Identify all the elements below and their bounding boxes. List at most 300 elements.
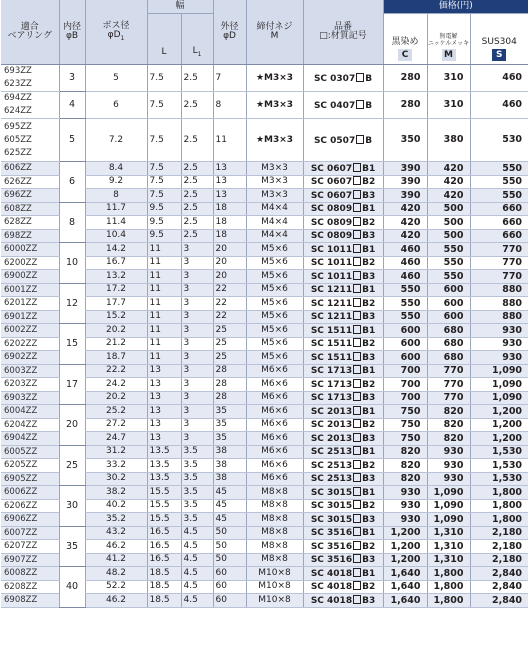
part-number-suffix: B1 bbox=[362, 366, 376, 377]
price-sus-cell: 1,800 bbox=[470, 499, 528, 513]
material-placeholder-box bbox=[353, 298, 361, 307]
price-nickel-cell: 680 bbox=[427, 337, 470, 351]
screw-cell: ★M3×3 bbox=[246, 119, 303, 162]
material-placeholder-box bbox=[353, 446, 361, 455]
part-number-cell bbox=[303, 391, 383, 405]
part-number-base: SC 3516 bbox=[310, 555, 353, 566]
price-nickel-cell: 820 bbox=[427, 418, 470, 432]
price-black-cell: 420 bbox=[383, 229, 427, 243]
material-placeholder-box bbox=[353, 338, 361, 347]
material-placeholder-box bbox=[353, 541, 361, 550]
screw-cell: ★M3×3 bbox=[246, 92, 303, 119]
part-number-base: SC 1713 bbox=[310, 393, 353, 404]
part-number-suffix: B bbox=[365, 73, 373, 84]
width-L-cell: 13.5 bbox=[147, 445, 181, 459]
part-number-suffix: B2 bbox=[362, 217, 376, 228]
price-sus-cell: 770 bbox=[470, 270, 528, 284]
col-header-part-number: 品番 □:材質記号 bbox=[303, 0, 383, 65]
width-L1-cell: 4.5 bbox=[181, 580, 213, 594]
part-number-cell bbox=[303, 189, 383, 203]
part-number-suffix: B2 bbox=[362, 420, 376, 431]
col-header-bearing: 適合 ベアリング bbox=[1, 0, 59, 65]
price-black-cell: 280 bbox=[383, 65, 427, 92]
part-number-cell bbox=[303, 119, 383, 162]
outer-diameter-cell: 8 bbox=[213, 92, 246, 119]
price-sus-cell: 2,180 bbox=[470, 540, 528, 554]
col-header-width: 幅 bbox=[147, 0, 213, 14]
width-L-cell: 18.5 bbox=[147, 567, 181, 581]
price-nickel-cell: 600 bbox=[427, 310, 470, 324]
outer-diameter-cell: 22 bbox=[213, 310, 246, 324]
width-L1-cell: 3 bbox=[181, 324, 213, 338]
part-number-base: SC 2013 bbox=[310, 420, 353, 431]
part-number-cell bbox=[303, 243, 383, 257]
material-code-M-badge: M bbox=[442, 49, 456, 61]
boss-diameter-cell: 10.4 bbox=[85, 229, 147, 243]
material-placeholder-box bbox=[353, 203, 361, 212]
outer-diameter-cell: 35 bbox=[213, 432, 246, 446]
price-nickel-cell: 770 bbox=[427, 378, 470, 392]
material-placeholder-box bbox=[353, 568, 361, 577]
material-placeholder-box bbox=[353, 433, 361, 442]
price-nickel-cell: 680 bbox=[427, 351, 470, 365]
material-placeholder-box bbox=[353, 190, 361, 199]
price-sus-cell: 1,200 bbox=[470, 405, 528, 419]
boss-diameter-cell: 21.2 bbox=[85, 337, 147, 351]
width-L-cell: 7.5 bbox=[147, 189, 181, 203]
boss-diameter-cell: 33.2 bbox=[85, 459, 147, 473]
part-number-suffix: B3 bbox=[362, 231, 376, 242]
width-L1-cell: 2.5 bbox=[181, 92, 213, 119]
screw-cell: M6×6 bbox=[246, 405, 303, 419]
width-L1-cell: 2.5 bbox=[181, 229, 213, 243]
table-row bbox=[1, 202, 528, 216]
material-placeholder-box bbox=[353, 527, 361, 536]
boss-diameter-cell: 35.2 bbox=[85, 513, 147, 527]
part-number-base: SC 2013 bbox=[310, 433, 353, 444]
width-L-cell: 18.5 bbox=[147, 580, 181, 594]
part-number-cell bbox=[303, 364, 383, 378]
width-L-cell: 11 bbox=[147, 324, 181, 338]
width-L-cell: 15.5 bbox=[147, 499, 181, 513]
screw-cell: M5×6 bbox=[246, 337, 303, 351]
table-row bbox=[1, 324, 528, 338]
width-L-cell: 13 bbox=[147, 391, 181, 405]
width-L1-cell: 4.5 bbox=[181, 567, 213, 581]
width-L-cell: 16.5 bbox=[147, 553, 181, 567]
boss-diameter-cell: 18.7 bbox=[85, 351, 147, 365]
bearing-cell: 695ZZ 605ZZ 625ZZ bbox=[1, 119, 59, 162]
bearing-cell: 6907ZZ bbox=[1, 553, 59, 567]
price-sus-cell: 550 bbox=[470, 162, 528, 176]
price-sus-cell: 550 bbox=[470, 189, 528, 203]
boss-diameter-cell: 8 bbox=[85, 189, 147, 203]
bearing-cell: 6005ZZ bbox=[1, 445, 59, 459]
price-sus-cell: 660 bbox=[470, 216, 528, 230]
spec-price-table bbox=[1, 0, 528, 608]
outer-diameter-cell: 35 bbox=[213, 418, 246, 432]
bearing-cell: 6902ZZ bbox=[1, 351, 59, 365]
material-placeholder-box bbox=[353, 244, 361, 253]
screw-cell: M5×6 bbox=[246, 256, 303, 270]
part-number-suffix: B3 bbox=[362, 190, 376, 201]
price-sus-cell: 930 bbox=[470, 324, 528, 338]
price-nickel-cell: 1,310 bbox=[427, 526, 470, 540]
price-sus-cell: 1,090 bbox=[470, 391, 528, 405]
part-number-cell bbox=[303, 432, 383, 446]
part-number-base: SC 2513 bbox=[310, 474, 353, 485]
material-placeholder-box bbox=[353, 325, 361, 334]
outer-diameter-cell: 60 bbox=[213, 567, 246, 581]
price-sus-cell: 660 bbox=[470, 229, 528, 243]
col-header-material-black bbox=[383, 14, 427, 65]
bearing-cell: 698ZZ bbox=[1, 229, 59, 243]
boss-diameter-cell: 13.2 bbox=[85, 270, 147, 284]
bearing-cell: 6000ZZ bbox=[1, 243, 59, 257]
part-number-base: SC 0407 bbox=[313, 100, 356, 111]
width-L1-cell: 4.5 bbox=[181, 540, 213, 554]
boss-diameter-cell: 22.2 bbox=[85, 364, 147, 378]
col-header-boss-diameter bbox=[85, 0, 147, 65]
table-row bbox=[1, 65, 528, 92]
width-L1-cell: 3 bbox=[181, 243, 213, 257]
width-L-cell: 13 bbox=[147, 432, 181, 446]
boss-diameter-cell: 24.2 bbox=[85, 378, 147, 392]
part-number-cell bbox=[303, 351, 383, 365]
boss-diameter-cell: 11.7 bbox=[85, 202, 147, 216]
price-black-cell: 390 bbox=[383, 175, 427, 189]
inner-diameter-cell: 4 bbox=[59, 92, 85, 119]
price-sus-cell: 1,090 bbox=[470, 364, 528, 378]
width-L-cell: 11 bbox=[147, 297, 181, 311]
inner-diameter-cell: 5 bbox=[59, 119, 85, 162]
price-black-cell: 700 bbox=[383, 364, 427, 378]
part-number-suffix: B3 bbox=[362, 352, 376, 363]
inner-diameter-cell: 20 bbox=[59, 405, 85, 446]
bearing-cell: 6900ZZ bbox=[1, 270, 59, 284]
bearing-cell: 696ZZ bbox=[1, 189, 59, 203]
bearing-cell: 6904ZZ bbox=[1, 432, 59, 446]
part-number-cell bbox=[303, 594, 383, 608]
price-black-cell: 750 bbox=[383, 432, 427, 446]
material-sus-label: SUS304 bbox=[481, 36, 517, 47]
price-sus-cell: 2,840 bbox=[470, 580, 528, 594]
screw-cell: M8×8 bbox=[246, 553, 303, 567]
part-number-suffix: B2 bbox=[362, 460, 376, 471]
outer-diameter-cell: 50 bbox=[213, 540, 246, 554]
boss-diameter-cell: 30.2 bbox=[85, 472, 147, 486]
inner-diameter-cell: 17 bbox=[59, 364, 85, 405]
price-black-cell: 350 bbox=[383, 119, 427, 162]
price-sus-cell: 2,180 bbox=[470, 553, 528, 567]
boss-sub: 1 bbox=[120, 34, 125, 42]
price-black-cell: 700 bbox=[383, 391, 427, 405]
screw-cell: M3×3 bbox=[246, 189, 303, 203]
material-placeholder-box bbox=[353, 284, 361, 293]
outer-diameter-cell: 25 bbox=[213, 324, 246, 338]
price-nickel-cell: 600 bbox=[427, 297, 470, 311]
width-L1-cell: 3 bbox=[181, 432, 213, 446]
material-placeholder-box bbox=[353, 581, 361, 590]
part-number-cell bbox=[303, 310, 383, 324]
width-L-cell: 11 bbox=[147, 256, 181, 270]
price-sus-cell: 880 bbox=[470, 310, 528, 324]
width-L1-cell: 3 bbox=[181, 283, 213, 297]
price-black-cell: 280 bbox=[383, 92, 427, 119]
price-black-cell: 750 bbox=[383, 418, 427, 432]
inner-diameter-cell: 40 bbox=[59, 567, 85, 608]
part-number-suffix: B1 bbox=[362, 406, 376, 417]
part-number-base: SC 2513 bbox=[310, 460, 353, 471]
screw-cell: M6×6 bbox=[246, 391, 303, 405]
part-number-cell bbox=[303, 92, 383, 119]
screw-cell: M5×6 bbox=[246, 243, 303, 257]
part-number-base: SC 1511 bbox=[310, 325, 353, 336]
outer-diameter-cell: 60 bbox=[213, 594, 246, 608]
price-nickel-cell: 310 bbox=[427, 92, 470, 119]
width-L-cell: 18.5 bbox=[147, 594, 181, 608]
price-black-cell: 1,200 bbox=[383, 540, 427, 554]
width-L1-cell: 3 bbox=[181, 351, 213, 365]
part-number-cell bbox=[303, 499, 383, 513]
price-nickel-cell: 1,090 bbox=[427, 513, 470, 527]
price-black-cell: 820 bbox=[383, 472, 427, 486]
table-row bbox=[1, 283, 528, 297]
width-L1-cell: 3 bbox=[181, 337, 213, 351]
material-placeholder-box bbox=[353, 163, 361, 172]
screw-cell: M10×8 bbox=[246, 567, 303, 581]
part-number-cell bbox=[303, 229, 383, 243]
price-black-cell: 420 bbox=[383, 216, 427, 230]
outer-diameter-cell: 45 bbox=[213, 486, 246, 500]
screw-cell: M6×6 bbox=[246, 432, 303, 446]
col-header-inner-diameter: 内径 φB bbox=[59, 0, 85, 65]
bearing-cell: 6200ZZ bbox=[1, 256, 59, 270]
screw-cell: M8×8 bbox=[246, 499, 303, 513]
inner-diameter-cell: 6 bbox=[59, 162, 85, 203]
material-code-S-badge: S bbox=[492, 49, 506, 61]
width-L1-cell: 3.5 bbox=[181, 459, 213, 473]
price-nickel-cell: 820 bbox=[427, 405, 470, 419]
part-number-suffix: B2 bbox=[362, 298, 376, 309]
screw-cell: M5×6 bbox=[246, 297, 303, 311]
outer-diameter-cell: 7 bbox=[213, 65, 246, 92]
part-number-cell bbox=[303, 459, 383, 473]
part-number-suffix: B3 bbox=[362, 474, 376, 485]
width-L-cell: 16.5 bbox=[147, 526, 181, 540]
price-sus-cell: 2,180 bbox=[470, 526, 528, 540]
bearing-cell: 608ZZ bbox=[1, 202, 59, 216]
part-number-base: SC 1511 bbox=[310, 352, 353, 363]
part-number-cell bbox=[303, 175, 383, 189]
screw-cell: M5×6 bbox=[246, 283, 303, 297]
outer-diameter-cell: 20 bbox=[213, 256, 246, 270]
material-placeholder-box bbox=[353, 487, 361, 496]
boss-diameter-cell: 20.2 bbox=[85, 391, 147, 405]
width-L1-cell: 3.5 bbox=[181, 499, 213, 513]
part-number-suffix: B1 bbox=[362, 447, 376, 458]
table-row bbox=[1, 162, 528, 176]
part-number-base: SC 4018 bbox=[310, 582, 353, 593]
screw-cell: M3×3 bbox=[246, 162, 303, 176]
width-L1-cell: 2.5 bbox=[181, 162, 213, 176]
outer-diameter-cell: 28 bbox=[213, 391, 246, 405]
boss-diameter-cell: 15.2 bbox=[85, 310, 147, 324]
boss-diameter-cell: 41.2 bbox=[85, 553, 147, 567]
screw-cell: M6×6 bbox=[246, 378, 303, 392]
width-L-cell: 13.5 bbox=[147, 459, 181, 473]
bearing-cell: 6908ZZ bbox=[1, 594, 59, 608]
part-number-suffix: B2 bbox=[362, 582, 376, 593]
screw-cell: M5×6 bbox=[246, 270, 303, 284]
part-number-cell bbox=[303, 202, 383, 216]
part-number-base: SC 4018 bbox=[310, 568, 353, 579]
outer-diameter-cell: 45 bbox=[213, 513, 246, 527]
part-number-base: SC 0307 bbox=[313, 73, 356, 84]
bearing-cell: 6008ZZ bbox=[1, 567, 59, 581]
material-placeholder-box bbox=[353, 473, 361, 482]
boss-diameter-cell: 7.2 bbox=[85, 119, 147, 162]
width-L1-cell: 3 bbox=[181, 405, 213, 419]
bearing-cell: 6208ZZ bbox=[1, 580, 59, 594]
width-L-cell: 7.5 bbox=[147, 119, 181, 162]
boss-diameter-cell: 31.2 bbox=[85, 445, 147, 459]
width-L-cell: 11 bbox=[147, 243, 181, 257]
part-number-cell bbox=[303, 297, 383, 311]
screw-cell: M6×6 bbox=[246, 418, 303, 432]
part-number-cell bbox=[303, 324, 383, 338]
width-L1-cell: 3.5 bbox=[181, 513, 213, 527]
outer-diameter-cell: 60 bbox=[213, 580, 246, 594]
price-black-cell: 930 bbox=[383, 499, 427, 513]
part-number-base: SC 1713 bbox=[310, 366, 353, 377]
price-nickel-cell: 1,310 bbox=[427, 553, 470, 567]
price-nickel-cell: 930 bbox=[427, 445, 470, 459]
part-number-base: SC 0507 bbox=[313, 135, 356, 146]
part-number-base: SC 0607 bbox=[310, 177, 353, 188]
part-number-suffix: B1 bbox=[362, 528, 376, 539]
screw-cell: M8×8 bbox=[246, 540, 303, 554]
width-L1-cell: 4.5 bbox=[181, 553, 213, 567]
price-nickel-cell: 500 bbox=[427, 229, 470, 243]
outer-diameter-cell: 18 bbox=[213, 216, 246, 230]
price-nickel-cell: 500 bbox=[427, 202, 470, 216]
width-L-cell: 11 bbox=[147, 351, 181, 365]
boss-diameter-cell: 16.7 bbox=[85, 256, 147, 270]
screw-cell: M5×6 bbox=[246, 324, 303, 338]
part-number-suffix: B2 bbox=[362, 258, 376, 269]
boss-diameter-cell: 46.2 bbox=[85, 540, 147, 554]
price-sus-cell: 1,200 bbox=[470, 432, 528, 446]
material-placeholder-box bbox=[353, 271, 361, 280]
width-L-cell: 7.5 bbox=[147, 175, 181, 189]
price-black-cell: 820 bbox=[383, 459, 427, 473]
screw-cell: M6×6 bbox=[246, 445, 303, 459]
width-L1-label: L bbox=[192, 45, 198, 56]
part-number-suffix: B3 bbox=[362, 555, 376, 566]
part-number-suffix: B2 bbox=[362, 379, 376, 390]
outer-diameter-cell: 25 bbox=[213, 337, 246, 351]
screw-cell: M8×8 bbox=[246, 526, 303, 540]
part-number-cell bbox=[303, 418, 383, 432]
bearing-cell: 6204ZZ bbox=[1, 418, 59, 432]
bearing-cell: 6002ZZ bbox=[1, 324, 59, 338]
boss-diameter-cell: 5 bbox=[85, 65, 147, 92]
price-black-cell: 460 bbox=[383, 243, 427, 257]
part-number-base: SC 3516 bbox=[310, 541, 353, 552]
price-black-cell: 460 bbox=[383, 256, 427, 270]
material-placeholder-box bbox=[353, 514, 361, 523]
material-placeholder-box bbox=[353, 419, 361, 428]
bearing-cell: 6205ZZ bbox=[1, 459, 59, 473]
inner-diameter-cell: 3 bbox=[59, 65, 85, 92]
price-black-cell: 550 bbox=[383, 297, 427, 311]
outer-diameter-cell: 35 bbox=[213, 405, 246, 419]
boss-diameter-cell: 9.2 bbox=[85, 175, 147, 189]
table-row bbox=[1, 445, 528, 459]
part-number-base: SC 1011 bbox=[310, 258, 353, 269]
material-placeholder-box bbox=[353, 554, 361, 563]
screw-cell: M6×6 bbox=[246, 364, 303, 378]
boss-diameter-cell: 6 bbox=[85, 92, 147, 119]
inner-diameter-cell: 30 bbox=[59, 486, 85, 527]
part-number-suffix: B3 bbox=[362, 433, 376, 444]
part-number-suffix: B2 bbox=[362, 541, 376, 552]
screw-cell: M5×6 bbox=[246, 351, 303, 365]
price-nickel-cell: 930 bbox=[427, 459, 470, 473]
price-nickel-cell: 930 bbox=[427, 472, 470, 486]
width-L-cell: 11 bbox=[147, 270, 181, 284]
price-nickel-cell: 1,800 bbox=[427, 580, 470, 594]
outer-diameter-cell: 22 bbox=[213, 297, 246, 311]
part-number-base: SC 1011 bbox=[310, 244, 353, 255]
price-sus-cell: 1,200 bbox=[470, 418, 528, 432]
price-black-cell: 930 bbox=[383, 513, 427, 527]
material-placeholder-box bbox=[353, 230, 361, 239]
part-number-suffix: B1 bbox=[362, 244, 376, 255]
boss-diameter-cell: 43.2 bbox=[85, 526, 147, 540]
bearing-cell: 6001ZZ bbox=[1, 283, 59, 297]
width-L-cell: 15.5 bbox=[147, 513, 181, 527]
width-L1-cell: 3 bbox=[181, 297, 213, 311]
col-header-price: 価格(円) bbox=[383, 0, 528, 14]
price-nickel-cell: 380 bbox=[427, 119, 470, 162]
width-L1-cell: 2.5 bbox=[181, 189, 213, 203]
price-nickel-cell: 550 bbox=[427, 243, 470, 257]
material-placeholder-box bbox=[353, 257, 361, 266]
part-number-suffix: B bbox=[365, 135, 373, 146]
boss-diameter-cell: 20.2 bbox=[85, 324, 147, 338]
part-number-cell bbox=[303, 162, 383, 176]
part-number-base: SC 3015 bbox=[310, 487, 353, 498]
boss-diameter-cell: 52.2 bbox=[85, 580, 147, 594]
price-nickel-cell: 600 bbox=[427, 283, 470, 297]
width-L1-cell: 2.5 bbox=[181, 175, 213, 189]
price-sus-cell: 930 bbox=[470, 351, 528, 365]
price-sus-cell: 1,530 bbox=[470, 445, 528, 459]
screw-cell: M8×8 bbox=[246, 513, 303, 527]
inner-diameter-cell: 8 bbox=[59, 202, 85, 243]
material-placeholder-box bbox=[356, 100, 364, 109]
material-placeholder-box bbox=[353, 365, 361, 374]
price-black-cell: 820 bbox=[383, 445, 427, 459]
material-nickel-label: 無電解 ニッケルメッキ bbox=[427, 32, 470, 48]
part-number-cell bbox=[303, 540, 383, 554]
width-L-cell: 9.5 bbox=[147, 216, 181, 230]
price-black-cell: 700 bbox=[383, 378, 427, 392]
boss-diameter-cell: 11.4 bbox=[85, 216, 147, 230]
part-number-suffix: B3 bbox=[362, 271, 376, 282]
